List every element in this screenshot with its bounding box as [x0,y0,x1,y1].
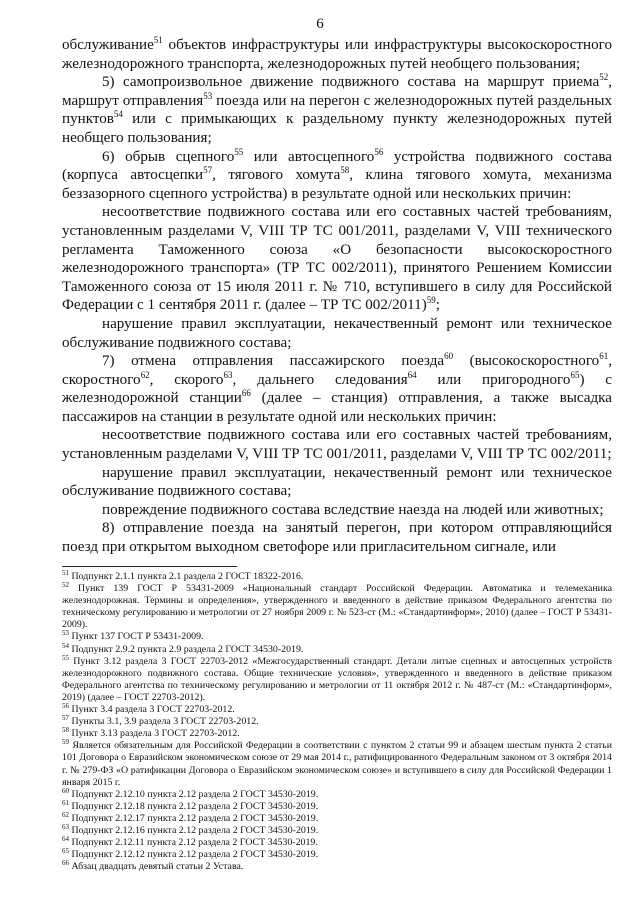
footnote-number: 66 [62,859,69,868]
footnote-text: Подпункт 2.1.1 пункта 2.1 раздела 2 ГОСТ 18322-2016. [71,571,304,582]
body-paragraph [62,426,612,463]
paragraph-text: нарушение правил эксплуатации, некачественный ремонт или техническое обслуживание подвижного состава; [62,464,612,500]
footnote-reference[interactable]: 59 [426,295,436,306]
footnote [62,861,612,873]
footnote-reference[interactable]: 66 [241,388,251,399]
body-paragraph [62,73,612,147]
paragraph-text: объектов инфраструктуры или инфраструктуры высокоскоростного железнодорожного транспорта, железнодорожных путей необщего пользования; [62,37,612,72]
footnote-number: 62 [62,810,69,819]
footnote-reference[interactable]: 58 [340,165,350,176]
paragraph-text: повреждение подвижного состава вследствие наезда на людей или животных; [102,501,604,518]
footnote-text: Пункт 3.4 раздела 3 ГОСТ 22703-2012. [71,704,235,716]
footnote-text: Пункт 139 ГОСТ Р 53431-2009 «Национальный стандарт Российской Федерации. Автоматика и телемеханика железнодорожная. Термины и определения», утвержденного и введенного в действие приказом Федерального агентства по техническому регулированию и метрологии от 27 ноября 2009 г. № 523-ст (М.: «Стандартинформ», 2010) (далее – ГОСТ Р 53431-2009). [62,583,613,631]
footnote-text: Подпункт 2.12.17 пункта 2.12 раздела 2 ГОСТ 34530-2019. [71,812,319,824]
paragraph-text: (высокоскоростного [453,353,600,370]
footnote-text: Подпункт 2.9.2 пункта 2.9 раздела 2 ГОСТ 34530-2019. [71,643,304,655]
paragraph-text: или автосцепного [243,148,375,165]
body-paragraph [62,36,612,73]
footnote-reference[interactable]: 54 [113,109,123,120]
footnote-number: 58 [62,726,69,735]
footnote [62,810,612,825]
paragraph-text: 5) самопроизвольное движение подвижного состава на маршрут приема [102,74,600,91]
footnote-number: 53 [62,629,69,638]
paragraph-text: несоответствие подвижного состава или его составных частей требованиям, установленным разделами V, VIII ТР ТС 001/2011, разделами V, VIII технического регламента Таможенного союза «О безопасности высокоскоростного железнодорожного транспорта» (ТР ТС 002/2011), принятого Решением Комиссии Таможенного союза от 15 июля 2011 г. № 710, вступившего в силу для Российской Федерации с 1 сентября 2011 г. (далее – ТР ТС 002/2011) [62,204,612,314]
footnote [62,583,612,631]
footnote-reference[interactable]: 56 [374,146,384,157]
paragraph-text: 7) отмена отправления пассажирского поезда [102,353,445,370]
paragraph-text: обслуживание [62,37,154,53]
body-paragraph [62,148,612,204]
paragraph-text: или пригородного [416,371,571,388]
footnote [62,798,612,813]
footnote-separator [62,566,237,567]
footnote-reference[interactable]: 53 [203,90,213,101]
footnotes [62,571,612,873]
footnote-reference[interactable]: 60 [444,351,454,362]
paragraph-text: 6) обрыв сцепного [102,148,235,165]
body-paragraph [62,352,612,426]
paragraph-text: ) с железнодорожной станции [62,371,613,407]
footnote-reference[interactable]: 62 [140,369,150,380]
paragraph-text: , скоростного [62,353,612,388]
paragraph-text: , клина тягового хомута, механизма беззазорного сцепного устройства) в результате одной или нескольких причин: [62,167,613,202]
paragraph-text: , дальнего следования [232,371,408,388]
footnote-number: 56 [62,702,69,711]
footnote-number: 65 [62,847,69,856]
footnote-reference[interactable]: 52 [599,72,609,83]
footnote [62,822,612,837]
footnote [62,704,612,716]
paragraph-text: устройства подвижного состава (корпуса автосцепки [62,148,613,184]
paragraph-text: ; [435,297,440,314]
paragraph-text: , скорого [149,371,224,388]
footnote-text: Пункт 3.12 раздела 3 ГОСТ 22703-2012 «Межгосударственный стандарт. Детали литые сцепных и автосцепных устройств железнодорожного подвижного состава. Общие технические условия», утвержденного и введенного в действие приказом Федерального агентства по техническому регулированию и метрологии от 11 октября 2012 г. № 487-ст (М.: «Стандартинформ», 2019) (далее – ГОСТ 22703-2012). [62,655,613,703]
footnote-text: Пункт 3.13 раздела 3 ГОСТ 22703-2012. [71,728,240,740]
footnote-number: 57 [62,714,69,723]
footnote-number: 64 [62,835,69,844]
body-paragraph [62,464,612,501]
body-paragraph [62,315,612,352]
paragraph-text: нарушение правил эксплуатации, некачественный ремонт или техническое обслуживание подвижного состава; [62,315,612,351]
paragraph-text: , маршрут отправления [62,74,612,109]
footnote-number: 55 [62,653,69,662]
paragraph-text: или с примыкающих к раздельному пункту железнодорожных путей необщего пользования; [62,111,612,146]
body-paragraph [62,519,612,556]
footnote [62,786,612,801]
footnote-number: 59 [62,738,69,747]
footnote-text: Подпункт 2.12.16 пункта 2.12 раздела 2 ГОСТ 34530-2019. [71,824,319,836]
footnote-number: 63 [62,822,69,831]
footnote-reference[interactable]: 64 [407,369,417,380]
footnote-text: Пункты 3.1, 3.9 раздела 3 ГОСТ 22703-2012. [71,716,259,728]
footnote-number: 54 [62,641,69,650]
footnote [62,641,612,656]
body-text [62,36,612,557]
footnote [62,837,612,849]
footnote-text: Абзац двадцать девятый статьи 2 Устава. [71,861,244,873]
footnote-number: 60 [62,786,69,795]
paragraph-text: 8) отправление поезда на занятый перегон, при котором отправляющийся поезд при открытом выходном светофоре или пригласительном сигнале, или [62,520,612,556]
paragraph-text: , тягового хомута [212,167,341,184]
footnote [62,849,612,861]
footnote [62,728,612,740]
footnote [62,716,612,728]
paragraph-text: несоответствие подвижного состава или его составных частей требованиям, установленным разделами V, VIII ТР ТС 001/2011, разделами V, VIII ТР ТС 002/2011; [62,427,612,463]
footnote [62,571,612,583]
footnote-text: Подпункт 2.12.18 пункта 2.12 раздела 2 ГОСТ 34530-2019. [71,800,319,812]
footnote-text: Подпункт 2.12.10 пункта 2.12 раздела 2 ГОСТ 34530-2019. [71,788,319,800]
footnote-reference[interactable]: 55 [234,146,244,157]
footnote-number: 52 [62,581,69,590]
paragraph-text: поезда или на перегон с железнодорожных путей раздельных пунктов [62,92,613,128]
body-paragraph [62,501,612,520]
footnote [62,740,612,788]
body-paragraph [62,203,612,315]
footnote-text: Подпункт 2.12.12 пункта 2.12 раздела 2 ГОСТ 34530-2019. [71,849,319,861]
footnote-text: Пункт 137 ГОСТ Р 53431-2009. [71,631,204,643]
footnote-reference[interactable]: 65 [570,369,580,380]
footnote-number: 51 [62,569,69,577]
footnote-reference[interactable]: 63 [223,369,233,380]
footnote-text: Подпункт 2.12.11 пункта 2.12 раздела 2 ГОСТ 34530-2019. [71,837,318,849]
footnote-reference[interactable]: 61 [599,351,609,362]
footnote-text: Является обязательным для Российской Федерации в соответствии с пунктом 2 статьи 99 и абзацем шестым пункта 2 статьи 101 Договора о Евразийском экономическом союзе от 29 мая 2014 г., ратифицированного Федеральным законом от 3 октября 2014 г. № 279-ФЗ «О ратификации Договора о Евразийском экономическом союзе» и вступившего в силу для Российской Федерации 1 января 2015 г. [62,740,613,788]
footnote [62,653,613,704]
paragraph-text: (далее – станция) отправления, а также высадка пассажиров на станции в результате одной или нескольких причин: [62,390,612,425]
footnote-reference[interactable]: 51 [153,35,163,45]
page-number: 6 [316,16,324,32]
footnote-reference[interactable]: 57 [203,165,213,176]
footnote [62,631,612,643]
footnote-number: 61 [62,798,69,807]
